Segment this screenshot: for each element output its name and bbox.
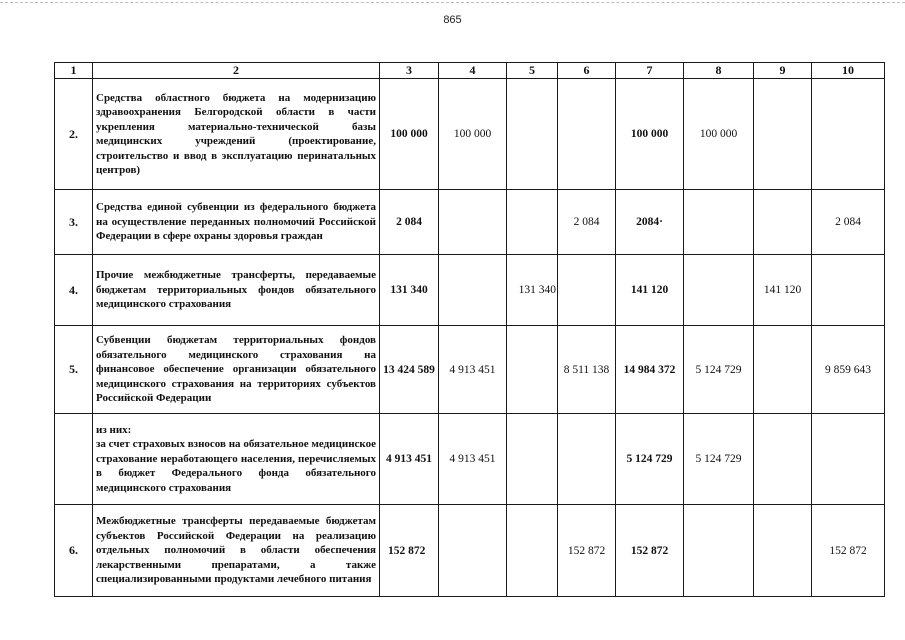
header-cell: 1 [55,63,93,79]
row-number: 3. [55,190,93,255]
cell-col10: 9 859 643 [812,326,885,414]
row-number: 6. [55,505,93,597]
cell-col3: 100 000 [380,79,439,190]
cell-col6 [558,79,616,190]
cell-col4: 4 913 451 [439,414,507,505]
table-row [55,190,885,255]
cell-col10 [812,255,885,326]
cell-col7: 100 000 [616,79,684,190]
cell-col9 [754,326,812,414]
row-description: Прочие межбюджетные трансферты, передаваемые бюджетам территориальных фондов обязательного медицинского страхования [93,255,380,326]
row-number: 4. [55,255,93,326]
cell-col5: 131 340 [507,255,558,326]
cell-col8: 100 000 [684,79,754,190]
cell-col6: 2 084 [558,190,616,255]
row-description-prefix: из них: [96,423,132,436]
table-row [55,414,885,505]
cell-col3: 131 340 [380,255,439,326]
header-cell: 10 [812,63,885,79]
cell-col8: 5 124 729 [684,414,754,505]
cell-col4: 100 000 [439,79,507,190]
cell-col7: 152 872 [616,505,684,597]
cell-col4: 4 913 451 [439,326,507,414]
cell-col7: 2084· [616,190,684,255]
cell-col7: 5 124 729 [616,414,684,505]
row-number: 2. [55,79,93,190]
cell-col6 [558,414,616,505]
header-cell: 8 [684,63,754,79]
cell-col5 [507,326,558,414]
header-cell: 2 [93,63,380,79]
cell-col9 [754,505,812,597]
cell-col4 [439,505,507,597]
table-row [55,255,885,326]
header-cell: 6 [558,63,616,79]
cell-col9: 141 120 [754,255,812,326]
cell-col3: 152 872 [380,505,439,597]
cell-col4 [439,190,507,255]
header-cell: 7 [616,63,684,79]
cell-col8 [684,190,754,255]
header-cell: 4 [439,63,507,79]
cell-col9 [754,79,812,190]
row-number: 5. [55,326,93,414]
cell-col3: 2 084 [380,190,439,255]
cell-col5 [507,190,558,255]
row-description: Субвенции бюджетам территориальных фондов обязательного медицинского страхования на финансовое обеспечение организации обязательного медицинского страхования на территориях субъектов Российской Федерации [93,326,380,414]
row-description: Средства единой субвенции из федерального бюджета на осуществление переданных полномочий Российской Федерации в сфере охраны здоровья граждан [93,190,380,255]
cell-col5 [507,414,558,505]
cell-col3: 4 913 451 [380,414,439,505]
cell-col4 [439,255,507,326]
cell-col8 [684,255,754,326]
row-description: Межбюджетные трансферты передаваемые бюджетам субъектов Российской Федерации на реализацию отдельных полномочий в области обеспечения лекарственными препаратами, а также специализированными продуктами лечебного питания [93,505,380,597]
header-cell: 3 [380,63,439,79]
cell-col10 [812,79,885,190]
cell-col7: 141 120 [616,255,684,326]
cell-col10 [812,414,885,505]
cell-col10: 152 872 [812,505,885,597]
row-number [55,414,93,505]
cell-col10: 2 084 [812,190,885,255]
cell-col9 [754,414,812,505]
header-cell: 5 [507,63,558,79]
cell-col7: 14 984 372 [616,326,684,414]
cell-col8: 5 124 729 [684,326,754,414]
row-description-text: за счет страховых взносов на обязательное медицинское страхование неработающего населения, перечисляемых в бюджет Федерального фонда обязательного медицинского страхования [96,438,376,494]
cell-col6 [558,255,616,326]
table-row [55,505,885,597]
budget-table [54,62,885,597]
cell-col3: 13 424 589 [380,326,439,414]
header-row [55,63,885,79]
cell-col6: 8 511 138 [558,326,616,414]
page-number: 865 [443,14,462,26]
header-cell: 9 [754,63,812,79]
cell-col8 [684,505,754,597]
row-description [93,414,380,505]
scan-top-edge [0,2,905,3]
table-row [55,326,885,414]
table-row [55,79,885,190]
cell-col6: 152 872 [558,505,616,597]
cell-col5 [507,79,558,190]
cell-col9 [754,190,812,255]
row-description: Средства областного бюджета на модернизацию здравоохранения Белгородской области в части укрепления материально-технической базы медицинских учреждений (проектирование, строительство и ввод в эксплуатацию перинатальных центров) [93,79,380,190]
cell-col5 [507,505,558,597]
